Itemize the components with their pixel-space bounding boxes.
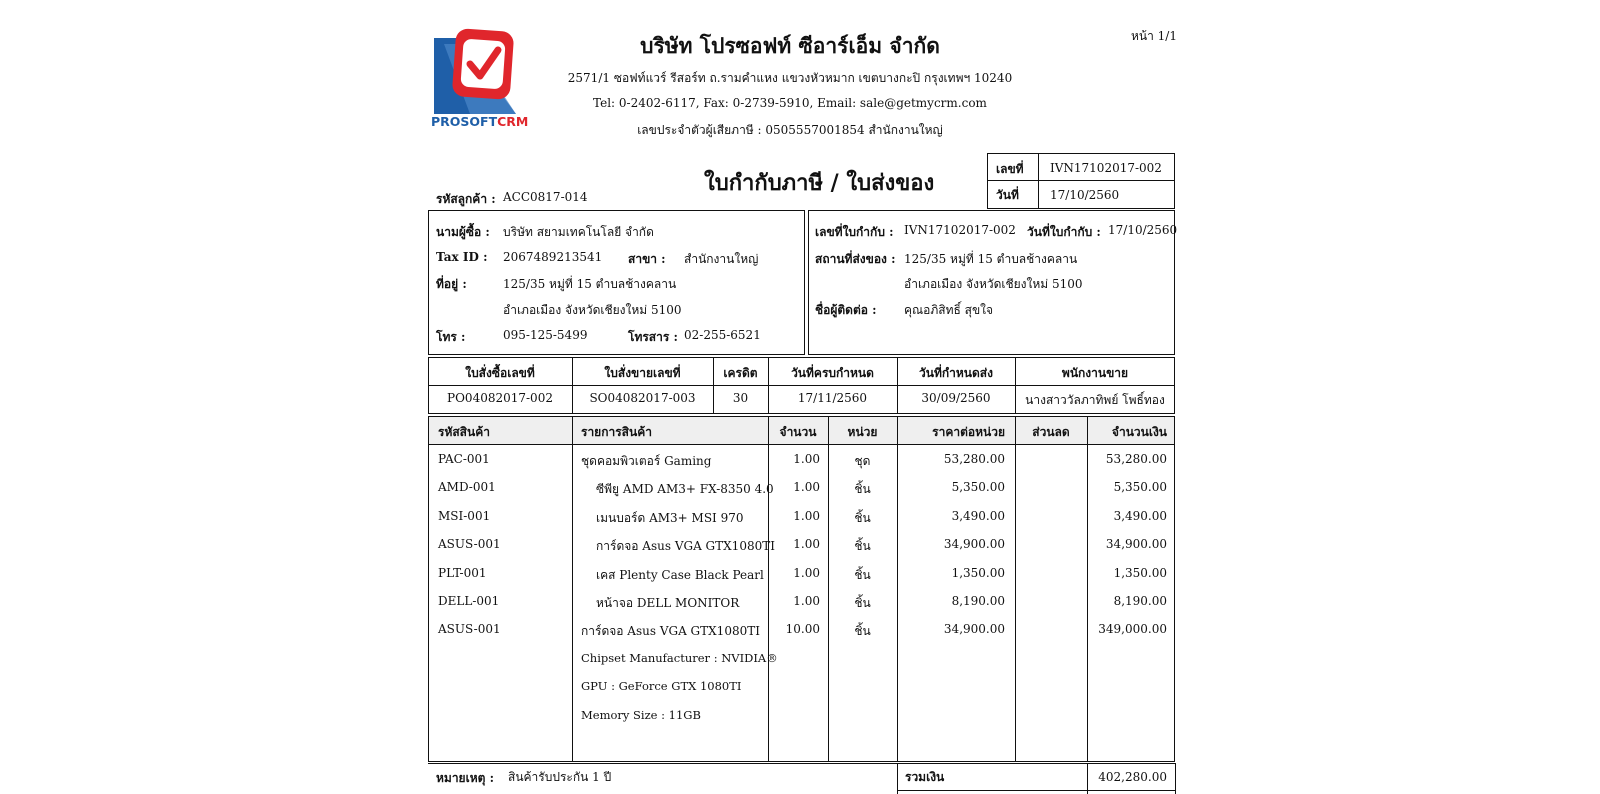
item-code: ASUS-001 [438,622,501,637]
order-so-number: SO04082017-003 [589,391,696,405]
item-desc: หน้าจอ DELL MONITOR [596,596,740,610]
buyer-phone-label: โทร : [436,330,466,344]
order-ship-date: 30/09/2560 [921,391,991,405]
item-qty: 1.00 [793,480,820,495]
remark-label: หมายเหตุ : [436,771,495,785]
doc-number-label: เลขที่ [996,162,1024,176]
items-header-discount: ส่วนลด [1032,425,1070,439]
order-due-date: 17/11/2560 [797,391,868,405]
items-header-amount: จำนวนเงิน [1111,425,1167,439]
item-unit: ชิ้น [854,539,871,554]
invoice-no: IVN17102017-002 [904,223,1016,237]
buyer-fax: 02-255-6521 [684,328,761,342]
customer-code: ACC0817-014 [503,190,588,204]
item-unit: ชุด [854,454,871,468]
item-unit: ชิ้น [854,624,871,639]
total-amount: 402,280.00 [1098,770,1167,784]
items-header-desc: รายการสินค้า [581,425,652,439]
page-number: หน้า 1/1 [1131,29,1177,43]
items-header-qty: จำนวน [779,425,817,439]
order-header-salesperson: พนักงานขาย [1061,366,1129,380]
company-contact: Tel: 0-2402-6117, Fax: 0-2739-5910, Email: sale@getmycrm.com [593,96,987,110]
items-header-unit: หน่วย [847,425,878,439]
buyer-branch-label: สาขา : [628,252,666,266]
order-header-po: ใบสั่งซื้อเลขที่ [465,366,535,380]
document-title: ใบกำกับภาษี / ใบส่งของ [704,170,935,196]
item-desc: ซีพียู AMD AM3+ FX-8350 4.0 [596,482,774,497]
contact-name: คุณอภิสิทธิ์ สุขใจ [904,303,994,317]
item-desc: การ์ดจอ Asus VGA GTX1080TI [596,539,775,554]
buyer-taxid-label: Tax ID : [436,250,488,264]
item-price: 5,350.00 [951,480,1005,495]
remark-text: สินค้ารับประกัน 1 ปี [508,770,612,784]
item-unit: ชิ้น [854,567,871,582]
item-code: PAC-001 [438,452,490,466]
item-desc: เคส Plenty Case Black Pearl [596,567,764,582]
item-unit: ชิ้น [854,510,871,525]
item-price: 53,280.00 [943,452,1005,466]
customer-code-label: รหัสลูกค้า : [436,192,496,206]
company-address: 2571/1 ซอฟท์แวร์ รีสอร์ท ถ.รามคำแหง แขวงหัวหมาก เขตบางกะปิ กรุงเทพฯ 10240 [567,71,1013,85]
item-code: ASUS-001 [438,537,501,552]
item-desc: การ์ดจอ Asus VGA GTX1080TI [581,624,760,639]
invoice-date-label: วันที่ใบกำกับ : [1027,225,1101,239]
ship-to-label: สถานที่ส่งของ : [815,252,896,266]
doc-date-label: วันที่ [996,188,1019,202]
item-amount: 5,350.00 [1113,480,1167,495]
item-qty: 1.00 [793,508,820,523]
item-amount: 3,490.00 [1113,508,1167,523]
total-label: รวมเงิน [905,770,945,784]
order-salesperson: นางสาววัลภาทิพย์ โพธิ์ทอง [1025,393,1165,407]
item-code: AMD-001 [438,480,496,495]
order-credit: 30 [732,391,749,405]
item-price: 8,190.00 [951,594,1005,608]
item-amount: 34,900.00 [1105,537,1167,552]
item-desc: เมนบอร์ด AM3+ MSI 970 [596,510,744,525]
logo-wordmark [431,114,528,129]
item-qty: 10.00 [785,622,820,637]
buyer-address-label: ที่อยู่ : [436,277,467,291]
buyer-name-label: นามผู้ซื้อ : [436,225,490,239]
items-header-price: ราคาต่อหน่วย [932,425,1005,439]
logo-prefix: PROSOFT [431,114,498,129]
order-po-number: PO04082017-002 [447,391,553,405]
buyer-branch: สำนักงานใหญ่ [684,252,759,266]
item-qty: 1.00 [793,594,820,608]
item-unit: ชิ้น [854,596,871,610]
item-amount: 349,000.00 [1098,622,1167,637]
buyer-taxid: 2067489213541 [503,250,603,264]
item-amount: 1,350.00 [1113,565,1167,580]
buyer-address-line2: อำเภอเมือง จังหวัดเชียงใหม่ 5100 [503,303,682,317]
item-qty: 1.00 [793,565,820,580]
item-spec-note: GPU : GeForce GTX 1080TI [581,679,742,694]
item-price: 34,900.00 [943,537,1005,552]
item-unit: ชิ้น [854,482,871,497]
item-qty: 1.00 [793,452,820,466]
company-tax-id: เลขประจำตัวผู้เสียภาษี : 0505557001854 สำนักงานใหญ่ [637,123,943,137]
item-amount: 53,280.00 [1105,452,1167,466]
buyer-phone: 095-125-5499 [503,328,588,342]
item-code: MSI-001 [438,508,491,523]
item-spec-note: Memory Size : 11GB [581,707,701,722]
company-name: บริษัท โปรซอฟท์ ซีอาร์เอ็ม จำกัด [640,33,940,58]
item-desc: ชุดคอมพิวเตอร์ Gaming [581,454,712,468]
buyer-fax-label: โทรสาร : [628,330,678,344]
contact-label: ชื่อผู้ติดต่อ : [815,303,877,317]
item-spec-note: Chipset Manufacturer : NVIDIA® [581,650,778,665]
doc-number: IVN17102017-002 [1050,161,1162,175]
buyer-name: บริษัท สยามเทคโนโลยี จำกัด [503,225,654,239]
invoice-date: 17/10/2560 [1108,223,1178,237]
order-header-credit: เครดิต [723,366,758,380]
order-header-so: ใบสั่งขายเลขที่ [604,366,681,380]
buyer-address-line1: 125/35 หมู่ที่ 15 ตำบลช้างคลาน [503,277,677,291]
order-header-due: วันที่ครบกำหนด [791,366,874,380]
item-code: DELL-001 [438,594,500,608]
ship-to-line2: อำเภอเมือง จังหวัดเชียงใหม่ 5100 [904,277,1083,291]
doc-date: 17/10/2560 [1050,188,1120,202]
ship-to-line1: 125/35 หมู่ที่ 15 ตำบลช้างคลาน [904,252,1078,266]
item-price: 3,490.00 [951,508,1005,523]
item-price: 34,900.00 [943,622,1005,637]
invoice-no-label: เลขที่ใบกำกับ : [815,225,894,239]
item-amount: 8,190.00 [1113,594,1167,608]
item-qty: 1.00 [793,537,820,552]
order-header-ship-date: วันที่กำหนดส่ง [919,366,993,380]
items-table [428,416,1175,762]
items-header-code: รหัสสินค้า [438,425,490,439]
item-price: 1,350.00 [951,565,1005,580]
logo-suffix: CRM [497,114,529,129]
item-code: PLT-001 [438,565,487,580]
